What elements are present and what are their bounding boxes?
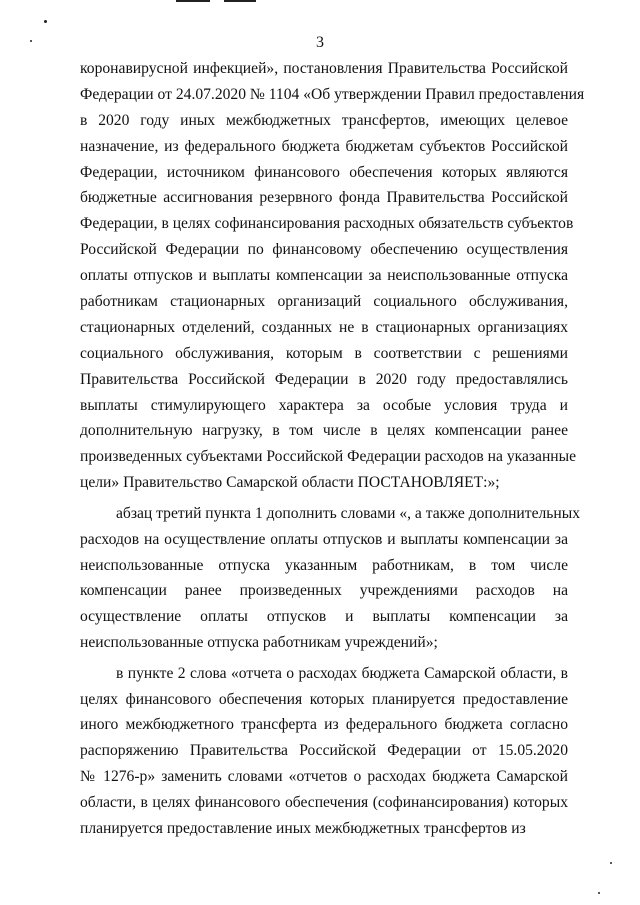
scan-artifact	[44, 20, 47, 23]
paragraph	[80, 661, 568, 842]
text-line: Российской Федерации по финансовому обеспечению осуществления	[80, 241, 568, 259]
text-line: бюджетные ассигнования резервного фонда Правительства Российской	[80, 189, 568, 207]
text-line: оплаты отпусков и выплаты компенсации за неиспользованные отпуска	[80, 267, 568, 285]
text-line: дополнительную нагрузку, в том числе в целях компенсации ранее	[80, 422, 568, 440]
scan-artifact	[610, 862, 612, 864]
text-line: неиспользованные отпуска работникам учреждений»;	[80, 634, 438, 652]
text-line: социального обслуживания, которым в соответствии с решениями	[80, 344, 568, 362]
text-line: назначение, из федерального бюджета бюджетам субъектов Российской	[80, 137, 568, 155]
text-line: распоряжению Правительства Российской Федерации от 15.05.2020	[80, 742, 568, 760]
text-line: цели» Правительство Самарской области ПОСТАНОВЛЯЕТ:»;	[80, 474, 500, 492]
text-line: коронавирусной инфекцией», постановления Правительства Российской	[80, 60, 568, 77]
text-line: стационарных отделений, созданных не в стационарных организациях	[80, 318, 568, 336]
text-line: выплаты стимулирующего характера за особые условия труда и	[80, 396, 568, 414]
document-body	[80, 56, 585, 842]
text-line: работникам стационарных организаций социального обслуживания,	[80, 293, 568, 311]
text-line: осуществление оплаты отпусков и выплаты компенсации за	[80, 608, 568, 626]
paragraph	[80, 56, 585, 496]
text-line: расходов на осуществление оплаты отпусков и выплаты компенсации за	[80, 530, 568, 548]
text-line: неиспользованные отпуска указанным работникам, в том числе	[80, 556, 568, 574]
text-line: № 1276-р» заменить словами «отчетов о расходах бюджета Самарской	[80, 768, 568, 786]
scan-artifact	[176, 0, 210, 2]
text-line: области, в целях финансового обеспечения (софинансирования) которых	[80, 794, 568, 812]
text-line: планируется предоставление иных межбюджетных трансфертов из	[80, 820, 526, 838]
text-line: Федерации, источником финансового обеспечения которых являются	[80, 163, 568, 181]
text-line: Федерации, в целях софинансирования расходных обязательств субъектов	[80, 215, 574, 233]
text-line: в 2020 году иных межбюджетных трансфертов, имеющих целевое	[80, 111, 568, 129]
paragraph	[80, 501, 581, 656]
page-number: 3	[316, 34, 324, 51]
text-line: целях финансового обеспечения которых планируется предоставление	[80, 690, 568, 708]
text-line: абзац третий пункта 1 дополнить словами «, а также дополнительных	[116, 504, 581, 522]
text-line: компенсации ранее произведенных учреждениями расходов на	[80, 582, 568, 600]
scan-artifact	[224, 0, 256, 2]
text-line: Федерации от 24.07.2020 № 1104 «Об утверждении Правил предоставления	[80, 85, 585, 103]
text-line: произведенных субъектами Российской Федерации расходов на указанные	[80, 448, 577, 466]
scan-artifact	[598, 892, 600, 894]
text-line: в пункте 2 слова «отчета о расходах бюджета Самарской области, в	[116, 664, 568, 682]
text-line: Правительства Российской Федерации в 2020 году предоставлялись	[80, 370, 568, 388]
text-line: иного межбюджетного трансферта из федерального бюджета согласно	[80, 716, 568, 734]
